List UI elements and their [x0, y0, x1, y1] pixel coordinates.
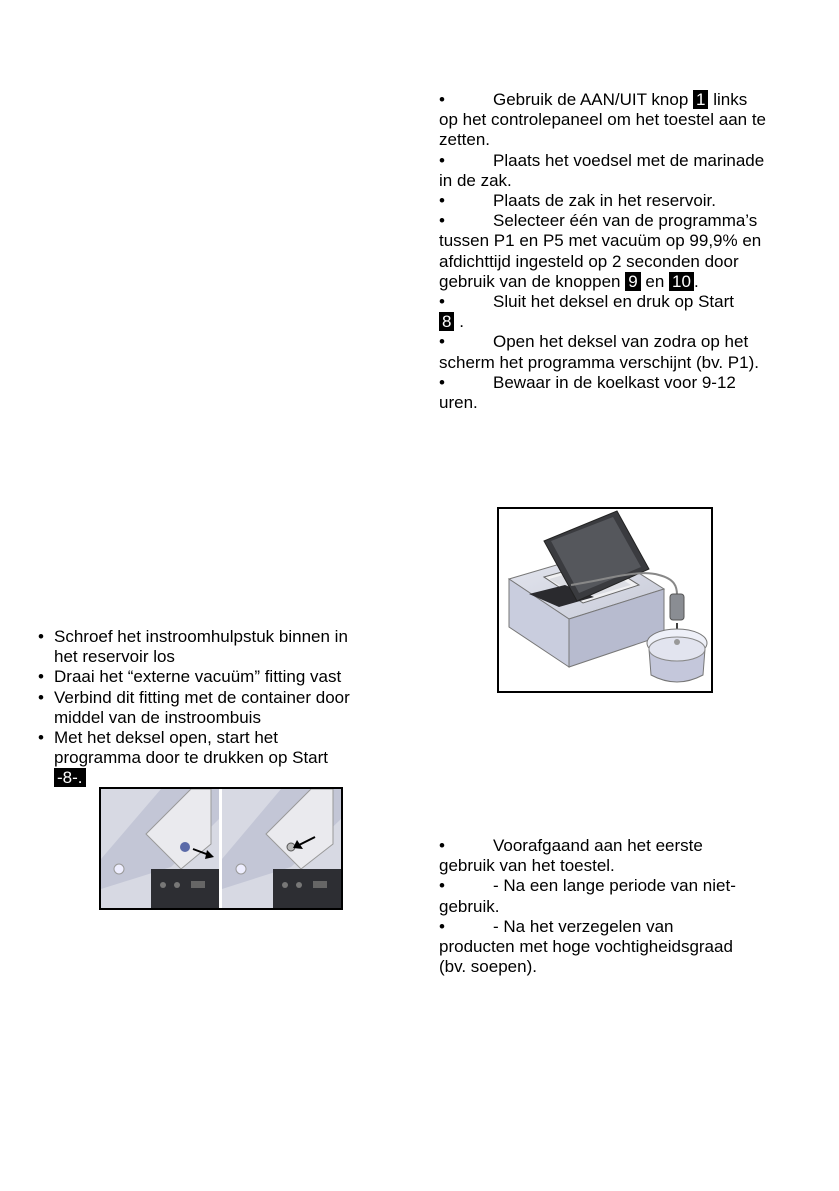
line: • - Na het verzegelen van — [439, 916, 674, 936]
line: • Selecteer één van de programma’s — [439, 211, 758, 231]
line: • - Na een lange periode van niet- — [439, 876, 736, 896]
line: gebruik van de knoppen 9 en 10 . — [439, 271, 699, 291]
list-item: • Draai het “externe vacuüm” fitting vast — [38, 667, 408, 687]
key-label: 1 — [693, 90, 708, 109]
line: afdichttijd ingesteld op 2 seconden door — [439, 251, 739, 271]
line: producten met hoge vochtigheidsgraad — [439, 937, 733, 957]
line: 8 . — [439, 312, 824, 332]
fitting-steps-illustration — [99, 787, 343, 910]
line: • Plaats de zak in het reservoir. — [439, 191, 717, 211]
line: (bv. soepen). — [439, 957, 537, 977]
instructions-maintenance — [439, 836, 824, 977]
line: tussen P1 en P5 met vacuüm op 99,9% en — [439, 231, 762, 251]
key-label: 9 — [625, 272, 640, 291]
list-item: • Schroef het instroomhulpstuk binnen in het reservoir los — [38, 627, 408, 667]
line: • Plaats het voedsel met de marinade — [439, 150, 765, 170]
key-label: 10 — [669, 272, 694, 291]
line: op het controlepaneel om het toestel aan te — [439, 110, 767, 130]
line: • Open het deksel van zodra op het — [439, 332, 749, 352]
line: gebruik van het toestel. — [439, 856, 615, 876]
line: in de zak. — [439, 170, 512, 190]
vacuum-device-illustration — [497, 507, 713, 693]
vacuum-device-drawing — [499, 509, 711, 691]
line: • Voorafgaand aan het eerste — [439, 836, 703, 855]
fitting-steps-drawing — [101, 789, 341, 908]
line: • Bewaar in de koelkast voor 9-12 — [439, 372, 736, 392]
key-label: 8 — [439, 312, 454, 331]
instructions-marinate — [439, 90, 824, 413]
list-item: • Verbind dit fitting met de container door middel van de instroombuis — [38, 688, 408, 728]
line: gebruik. — [439, 896, 500, 916]
line: uren. — [439, 393, 478, 413]
line: • Gebruik de AAN/UIT knop 1 links — [439, 90, 748, 109]
list-item: • Met het deksel open, start het programma door te drukken op Start -8-. — [38, 728, 408, 789]
line: scherm het programma verschijnt (bv. P1). — [439, 352, 759, 372]
line: zetten. — [439, 130, 491, 150]
line: • Sluit het deksel en druk op Start — [439, 292, 734, 312]
key-label: -8-. — [54, 768, 86, 787]
fitting-instructions-list — [38, 627, 408, 789]
